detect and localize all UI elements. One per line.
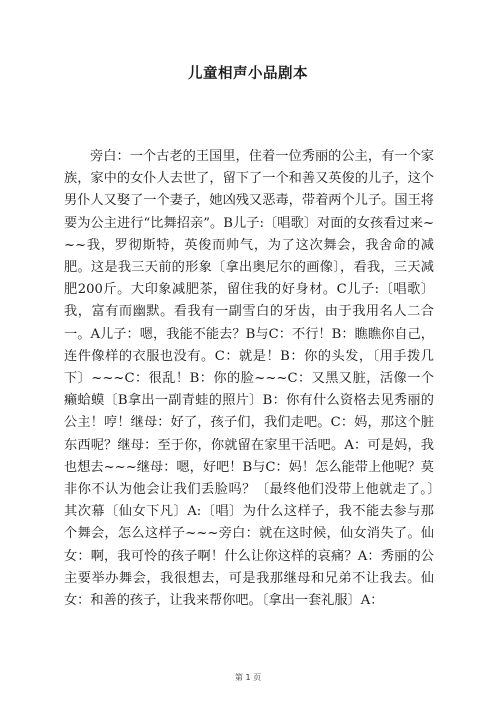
document-title: 儿童相声小品剧本 bbox=[188, 66, 308, 82]
document-body-paragraph: 旁白：一个古老的王国里，住着一位秀丽的公主，有一个家族，家中的女仆人去世了，留下了一个和善又英俊的儿子，这个男仆人又娶了一个妻子，她凶残又恶毒，带着两个儿子。国王将要为公主进行“比舞招亲”。B儿子:〔唱歌〕对面的女孩看过来~~~我，罗彻斯特，英俊而帅气，为了这次舞会，我舍命的减肥。这是我三天前的形象〔拿出奥尼尔的画像〕，看我，三天减肥200斤。大印象减肥茶，留住我的好身材。C儿子:〔唱歌〕我，富有而幽默。看我有一副雪白的牙齿，由于我用名人二合一。A儿子：嗯，我能不能去？B与C：不行！B：瞧瞧你自己，连件像样的衣服也没有。C：就是！B：你的头发，〔用手拨几下〕~~~C：很乱！B：你的脸~~~C：又黑又脏，活像一个癞蛤蟆〔B拿出一副青蛙的照片〕B：你有什么资格去见秀丽的公主！哼！继母：好了，孩子们，我们走吧。C：妈，那这个脏东西呢？继母：至于你，你就留在家里干活吧。A：可是妈，我也想去~~~继母：嗯，好吧！B与C：妈！怎么能带上他呢？莫非你不认为他会让我们丢脸吗？〔最终他们没带上他就走了。〕 其次幕〔仙女下凡〕A:〔唱〕为什么这样子，我不能去参与那个舞会，怎么这样子~~~旁白：就在这时候，仙女消失了。仙女：啊，我可怜的孩子啊！什么让你这样的哀痛？A：秀丽的公主要举办舞会，我很想去，可是我那继母和兄弟不让我去。仙女：和善的孩子，让我来帮你吧。〔拿出一套礼服〕A： bbox=[64, 149, 448, 609]
page-number: 第 1 页 bbox=[234, 673, 262, 682]
